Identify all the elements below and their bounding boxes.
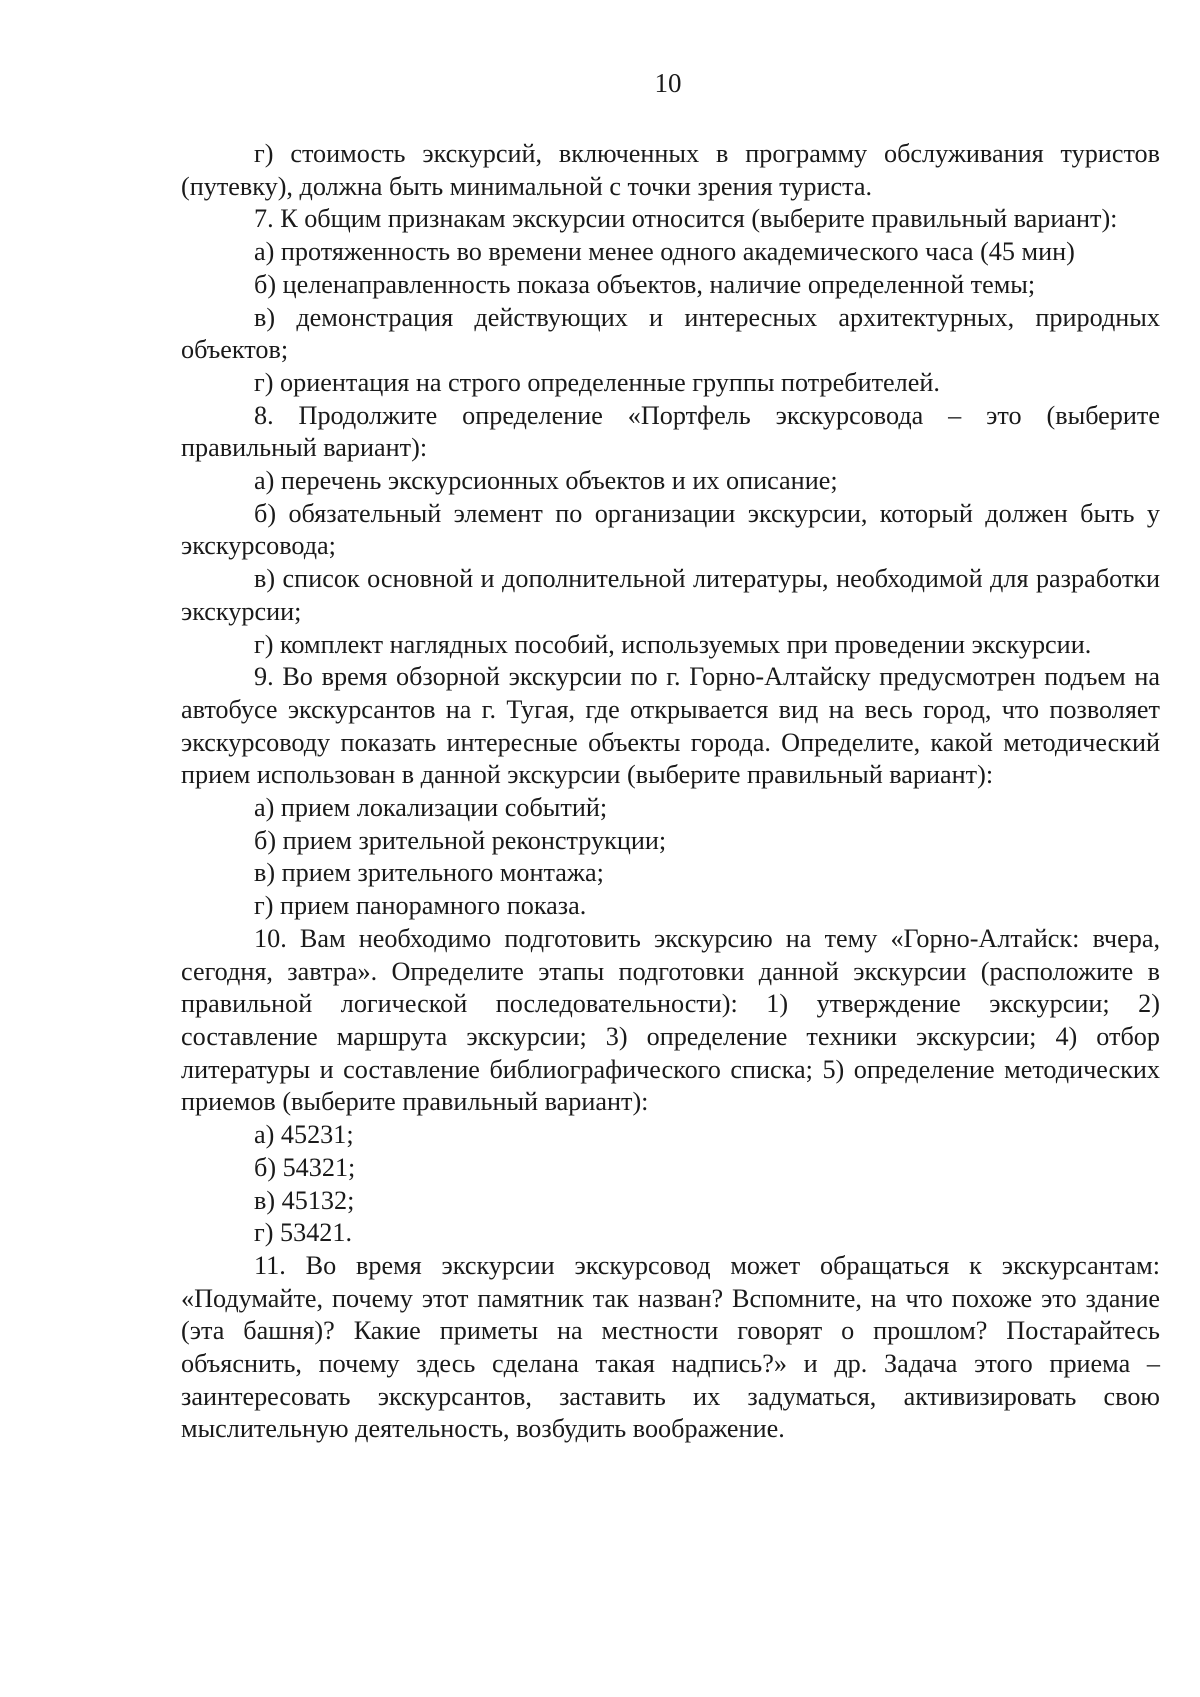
answer-option: б) обязательный элемент по организации экскурсии, который должен быть у экскурсовода; bbox=[181, 498, 1160, 561]
answer-option: а) протяженность во времени менее одного академического часа (45 мин) bbox=[254, 237, 1075, 267]
answer-option: г) 53421. bbox=[254, 1218, 353, 1248]
page-number: 10 bbox=[654, 68, 682, 98]
question-8: 8. Продолжите определение «Портфель экскурсовода – это (выберите правильный вариант): bbox=[181, 400, 1160, 463]
answer-option: г) прием панорамного показа. bbox=[254, 891, 587, 921]
question-9: 9. Во время обзорной экскурсии по г. Горно-Алтайску предусмотрен подъем на автобусе экскурсантов на г. Тугая, где открывается вид на весь город, что позволяет экскурсоводу показать интересные объекты города. Определите, какой методический прием использован в данной экскурсии (выберите правильный вариант): bbox=[181, 662, 1160, 790]
answer-option: в) 45132; bbox=[254, 1185, 355, 1215]
answer-option: б) 54321; bbox=[254, 1152, 356, 1182]
answer-option: г) ориентация на строго определенные группы потребителей. bbox=[254, 367, 940, 397]
answer-option: а) перечень экскурсионных объектов и их описание; bbox=[254, 466, 838, 496]
answer-option: в) список основной и дополнительной литературы, необходимой для разработки экскурсии; bbox=[181, 564, 1160, 626]
answer-option: г) комплект наглядных пособий, используемых при проведении экскурсии. bbox=[254, 629, 1092, 659]
answer-option: в) прием зрительного монтажа; bbox=[254, 858, 604, 888]
answer-option: а) 45231; bbox=[254, 1120, 354, 1150]
question-11: 11. Во время экскурсии экскурсовод может обращаться к экскурсантам: «Подумайте, почему этот памятник так назван? Вспомните, на что похоже это здание (эта башня)? Какие приметы на местности говорят о прошлом? Постарайтесь объяснить, почему здесь сделана такая надпись?» и др. Задача этого приема – заинтересовать экскурсантов, заставить их задуматься, активизировать свою мыслительную деятельность, возбудить воображение. bbox=[181, 1250, 1160, 1444]
page-body bbox=[181, 138, 1160, 1446]
paragraph: г) стоимость экскурсий, включенных в программу обслуживания туристов (путевку), должна быть минимальной с точки зрения туриста. bbox=[181, 139, 1160, 201]
answer-option: а) прием локализации событий; bbox=[254, 793, 608, 823]
answer-option: б) целенаправленность показа объектов, наличие определенной темы; bbox=[254, 269, 1036, 299]
answer-option: в) демонстрация действующих и интересных архитектурных, природных объектов; bbox=[181, 302, 1160, 365]
answer-option: б) прием зрительной реконструкции; bbox=[254, 825, 667, 855]
question-10: 10. Вам необходимо подготовить экскурсию на тему «Горно-Алтайск: вчера, сегодня, завтра». Определите этапы подготовки данной экскурсии (расположите в правильной логической последовательности): 1) утверждение экскурсии; 2) составление маршрута экскурсии; 3) определение техники экскурсии; 4) отбор литературы и составление библиографического списка; 5) определение методических приемов (выберите правильный вариант): bbox=[181, 923, 1160, 1117]
question-7: 7. К общим признакам экскурсии относится (выберите правильный вариант): bbox=[254, 204, 1118, 234]
